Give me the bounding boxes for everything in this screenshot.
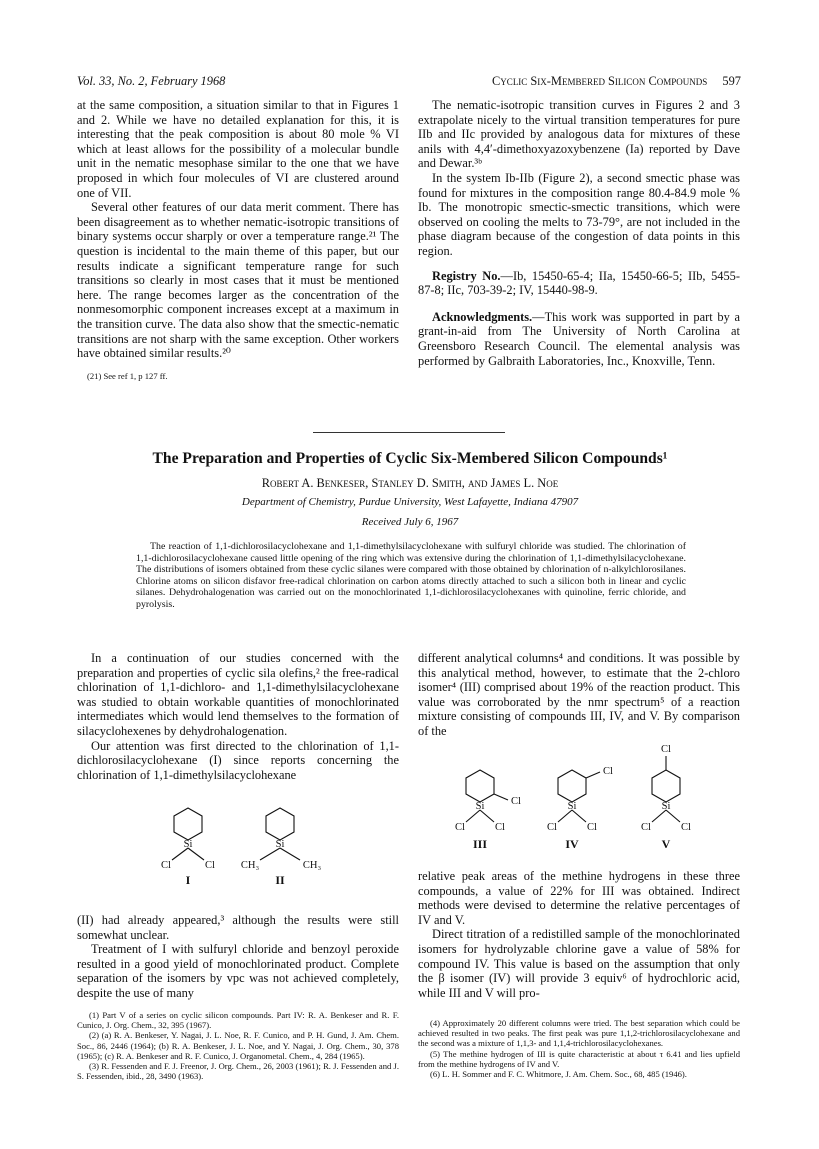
registry-text: —Ib, 15450-65-4; IIa, 15450-66-5; IIb, 5455-87-8; IIc, 703-39-2; IV, 15440-98-9. <box>418 268 740 298</box>
acknowledgments <box>418 310 740 368</box>
ring-V <box>652 770 680 802</box>
paragraph: Our attention was first directed to the chlorination of 1,1-dichlorosilacyclohexane (I) since reports concerning the chlorination of 1,1-dimethylsilacyclohexane <box>77 738 399 782</box>
header-right <box>492 74 741 89</box>
compound-label-III: III <box>472 837 488 851</box>
paragraph: (II) had already appeared,³ although the results were still somewhat unclear. <box>77 913 399 942</box>
paragraph: Treatment of I with sulfuryl chloride and benzoyl peroxide resulted in a good yield of monochlorinated product. Complete separation of the isomers by vpc was not achieved completely, despite the use of many <box>77 942 399 1000</box>
article-title: The Preparation and Properties of Cyclic Six-Membered Silicon Compounds¹ <box>152 450 668 467</box>
paragraph: In a continuation of our studies concerned with the preparation and properties of cyclic sila olefins,² the free-radical chlorination of 1,1-dichloro- and 1,1-dimethylsilacyclohexane was studied to obtain workable quantities of monochlorinated intermediates which would lend themselves to the formation of silacyclohexenes by dehydrohalogenation. <box>77 651 399 738</box>
footnote-3: (3) R. Fessenden and F. J. Freenor, J. Org. Chem., 26, 2003 (1961); R. J. Fessenden and J. S. Fessenden, ibid., 28, 3490 (1963). <box>77 1061 399 1082</box>
structures-I-II <box>130 800 360 900</box>
paragraph: The nematic-isotropic transition curves in Figures 2 and 3 extrapolate nicely to the virtual transition temperatures for pure IIb and IIc provided by analogous data for mixtures of these anils with 4,4′-dimethoxyazoxybenzene (Ia) reported by Dave and Dewar.³ᵇ <box>418 98 740 171</box>
prev-article-left-column <box>77 98 399 381</box>
article-authors: Robert A. Benkeser, Stanley D. Smith, and James L. Noe <box>261 476 559 490</box>
ring-I <box>174 808 202 840</box>
article-affiliation: Department of Chemistry, Purdue University, West Lafayette, Indiana 47907 <box>241 496 579 508</box>
body-left-column-cont <box>77 913 399 1001</box>
cl-label: Cl <box>641 822 651 833</box>
ring-IV <box>558 770 586 802</box>
compound-label-II: II <box>275 873 285 887</box>
cl-label: Cl <box>587 822 597 833</box>
paragraph: In the system Ib-IIb (Figure 2), a second smectic phase was found for mixtures in the composition range 80.4-84.9 mole % Ib. The monotropic smectic-smectic transitions, which were observed on cooling the melts to 73-79°, are not included in the phase diagram because of the congestion of data points in this region. <box>418 170 740 258</box>
cl-label: Cl <box>603 766 613 777</box>
footnote-1: (1) Part V of a series on cyclic silicon compounds. Part IV: R. A. Benkeser and R. F. Cunico, J. Org. Chem., 32, 395 (1967). <box>77 1010 399 1031</box>
si-atom: Si <box>661 801 671 812</box>
footnotes-left <box>77 1010 399 1081</box>
cl-label: Cl <box>681 822 691 833</box>
paragraph: Several other features of our data merit comment. There has been disagreement as to whether nematic-isotropic transitions of binary systems occur sharply or over a temperature range.²¹ The question is incidental to the main theme of this paper, but our results indicate a significant temperature range for such transitions so clearly in most cases that it must be mentioned here. The range becomes larger as the concentration of the nonmesomorphic component increases except at a maximum in the transition curve. The data also show that the smectic-nematic transitions are not sharp with the same exception. Other workers have obtained similar results.²⁰ <box>77 200 399 361</box>
ring-III <box>466 770 494 802</box>
footnote-6: (6) L. H. Sommer and F. C. Whitmore, J. Am. Chem. Soc., 68, 485 (1946). <box>430 1069 687 1080</box>
si-atom: Si <box>567 801 577 812</box>
header-journal-issue: Vol. 33, No. 2, February 1968 <box>77 74 226 88</box>
ch3-label: CH₃ <box>302 860 322 871</box>
article-divider <box>313 432 505 433</box>
body-right-column-cont <box>418 869 740 1000</box>
footnote-4: (4) Approximately 20 different columns were tried. The best separation which could be achieved resulted in two peaks. The first peak was pure 1,1,2-trichlorosilacyclohexane and the second was a mixture of 1,1,3- and 1,1,4-trichlorosilacyclohexanes. <box>418 1018 740 1049</box>
cl-label: Cl <box>511 796 521 807</box>
compound-label-I: I <box>185 873 191 887</box>
cl-label: Cl <box>455 822 465 833</box>
ring-II <box>266 808 294 840</box>
ch3-label: CH₃ <box>240 860 260 871</box>
ack-text: —This work was supported in part by a grant-in-aid from The University of North Carolina at Greensboro Research Council. The elemental analysis was performed by Galbraith Laboratories, Inc., Knoxville, Tenn. <box>418 309 740 368</box>
received-date: Received July 6, 1967 <box>361 516 459 528</box>
cl-label: Cl <box>495 822 505 833</box>
abstract: The reaction of 1,1-dichlorosilacyclohexane and 1,1-dimethylsilacyclohexane with sulfuryl chloride was studied. The chlorination of 1,1-dichlorosilacyclohexane caused little opening of the ring which was extensive during the chlorination of 1,1-dimethylsilacyclohexane. The distributions of isomers obtained from these cyclic silanes were compared with those obtained by chlorination of n-alkylchlorosilanes. Chlorine atoms on silicon disfavor free-radical chlorination on carbon atoms directly attached to such a silicon both in linear and cyclic silanes. Dehydrohalogenation was carried out on the monochlorinated 1,1-dichlorosilacyclohexanes with quinoline, ferric chloride, and pyrolysis. <box>136 541 686 610</box>
body-left-column <box>77 651 399 782</box>
ack-label: Acknowledgments. <box>432 309 533 324</box>
header-running-title: Cyclic Six-Membered Silicon Compounds <box>492 74 708 88</box>
cl-label: Cl <box>161 860 171 871</box>
cl-label: Cl <box>661 744 671 755</box>
paragraph: relative peak areas of the methine hydrogens in these three compounds, a value of 22% for III was obtained. Indirect methods were devised to determine the relative percentages of IV and V. <box>418 869 740 927</box>
page-number: 597 <box>722 74 741 88</box>
compound-label-IV: IV <box>565 837 579 851</box>
si-atom: Si <box>275 839 285 850</box>
body-right-column <box>418 651 740 739</box>
footnote-21: (21) See ref 1, p 127 ff. <box>87 370 168 381</box>
structures-III-IV-V <box>440 740 730 855</box>
footnote-5: (5) The methine hydrogen of III is quite characteristic at about τ 6.41 and lies upfield from the methine hydrogens of IV and V. <box>418 1048 740 1069</box>
si-atom: Si <box>475 801 485 812</box>
cl-label: Cl <box>205 860 215 871</box>
footnote-2: (2) (a) R. A. Benkeser, Y. Nagai, J. L. Noe, R. F. Cunico, and P. H. Gund, J. Am. Chem. Soc., 86, 2446 (1964); (b) R. A. Benkeser, J. L. Noe, and Y. Nagai, J. Org. Chem., 30, 378 (1965); (c) R. A. Benkeser and R. F. Cunico, J. Organometal. Chem., 4, 284 (1965). <box>77 1030 399 1061</box>
paragraph: Direct titration of a redistilled sample of the monochlorinated isomers for hydrolyzable chlorine gave a value of 58% for compound IV. This value is based on the assumption that only the β isomer (IV) will provide 3 equiv⁶ of hydrochloric acid, while III and V will pro- <box>418 927 740 1000</box>
paragraph: different analytical columns⁴ and conditions. It was possible by this analytical method, however, to estimate that the 2-chloro isomer⁴ (III) comprised about 19% of the reaction product. This value was corroborated by the nmr spectrum⁵ of a reaction mixture consisting of compounds III, IV, and V. By comparison of the <box>418 651 740 738</box>
cl-label: Cl <box>547 822 557 833</box>
registry-numbers <box>418 269 740 298</box>
paragraph: at the same composition, a situation similar to that in Figures 1 and 2. While we have no detailed explanation for this, it is interesting that the peak composition is about 80 mole % VI which at least allows for the possibility of a molecular bundle unit in the nematic mesophase similar to the one that we have proposed in which four molecules of VI are clustered around one of VII. <box>77 98 399 200</box>
compound-label-V: V <box>661 837 671 851</box>
prev-article-right-column <box>418 98 740 368</box>
registry-label: Registry No. <box>432 268 501 283</box>
si-atom: Si <box>183 839 193 850</box>
footnotes-right <box>418 1018 740 1079</box>
